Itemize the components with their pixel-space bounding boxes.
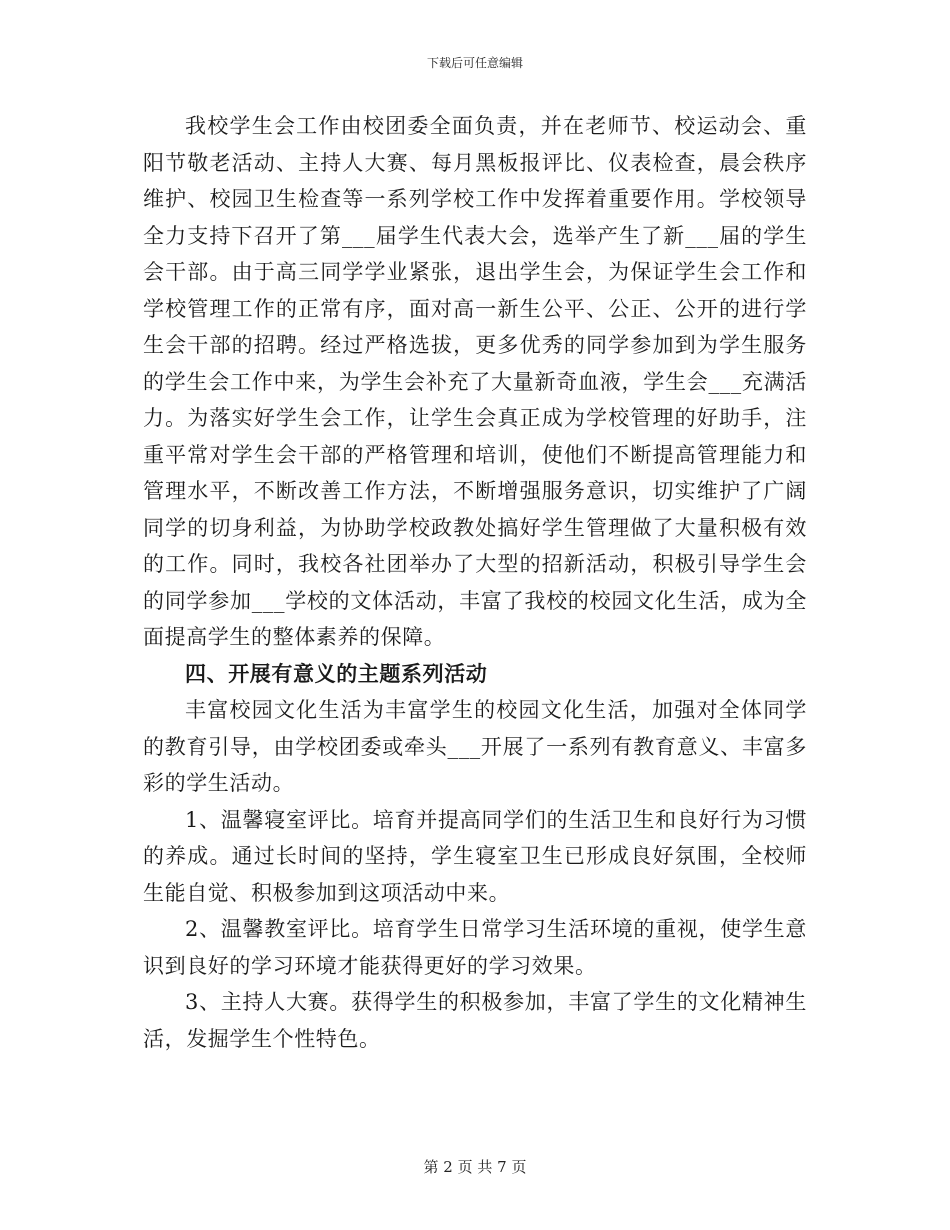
paragraph-dorm-contest: 1、温馨寝室评比。培育并提高同学们的生活卫生和良好行为习惯的养成。通过长时间的坚持，学生寝室卫生已形成良好氛围，全校师生能自觉、积极参加到这项活动中来。 [143,807,807,905]
paragraph-activities-intro: 丰富校园文化生活为丰富学生的校园文化生活，加强对全体同学的教育引导，由学校团委或牵头___开展了一系列有教育意义、丰富多彩的学生活动。 [143,698,807,795]
paragraph-student-union: 我校学生会工作由校团委全面负责，并在老师节、校运动会、重阳节敬老活动、主持人大赛、每月黑板报评比、仪表检查，晨会秩序维护、校园卫生检查等一系列学校工作中发挥着重要作用。学校领导全力支持下召开了第___届学生代表大会，选举产生了新___届的学生会干部。由于高三同学学业紧张，退出学生会，为保证学生会工作和学校管理工作的正常有序，面对高一新生公平、公正、公开的进行学生会干部的招聘。经过严格选拔，更多优秀的同学参加到为学生服务的学生会工作中来，为学生会补充了大量新奇血液，学生会___充满活力。为落实好学生会工作，让学生会真正成为学校管理的好助手，注重平常对学生会干部的严格管理和培训，使他们不断提高管理能力和管理水平，不断改善工作方法，不断增强服务意识，切实维护了广阔同学的切身利益，为协助学校政教处搞好学生管理做了大量积极有效的工作。同时，我校各社团举办了大型的招新活动，积极引导学生会的同学参加___学校的文体活动，丰富了我校的校园文化生活，成为全面提高学生的整体素养的保障。 [143,114,807,649]
section-heading-activities: 四、开展有意义的主题系列活动 [185,661,488,686]
paragraph-classroom-contest: 2、温馨教室评比。培育学生日常学习生活环境的重视，使学生意识到良好的学习环境才能获得更好的学习效果。 [143,917,807,978]
paragraph-host-contest: 3、主持人大赛。获得学生的积极参加，丰富了学生的文化精神生活，发掘学生个性特色。 [143,990,807,1051]
page-number: 第 2 页 共 7 页 [423,1158,527,1176]
page-header-note: 下载后可任意编辑 [426,56,523,70]
document-body [143,108,807,1057]
